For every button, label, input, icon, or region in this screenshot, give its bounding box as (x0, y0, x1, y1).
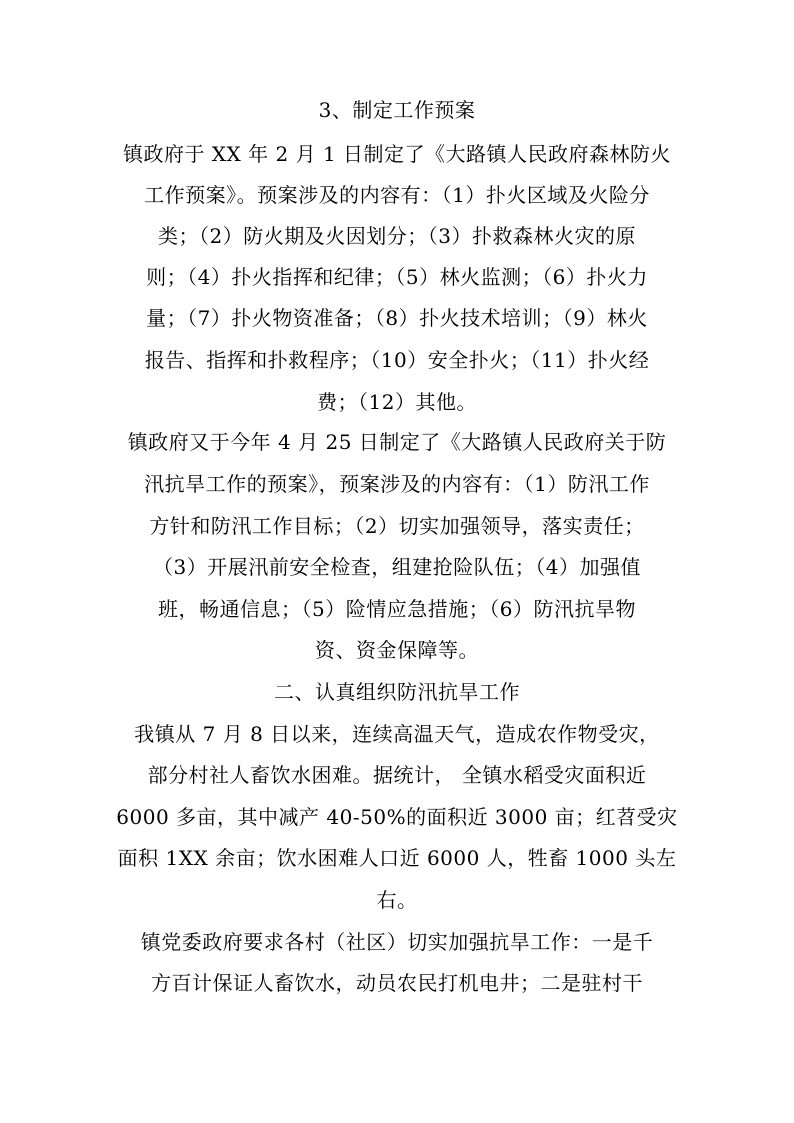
text-line: （3）开展汛前安全检查，组建抢险队伍；（4）加强值 (153, 555, 641, 579)
text-line: 部分村社人畜饮水困难。据统计， 全镇水稻受灾面积近 (147, 763, 647, 787)
text-line: 镇政府于 XX 年 2 月 1 日制定了《大路镇人民政府森林防火 (122, 142, 672, 166)
text-line: 镇党委政府要求各村（社区）切实加强抗旱工作：一是千 (140, 930, 654, 954)
text-line: 报告、指挥和扑救程序；（10）安全扑火；（11）扑火经 (144, 348, 650, 372)
text-line: 镇政府又于今年 4 月 25 日制定了《大路镇人民政府关于防 (127, 430, 667, 454)
text-line: 费；（12）其他。 (317, 390, 477, 414)
text-line: 工作预案》。预案涉及的内容有：（1）扑火区域及火险分 (144, 183, 650, 207)
section-heading-2: 二、认真组织防汛抗旱工作 (274, 680, 520, 704)
text-line: 汛抗旱工作的预案》，预案涉及的内容有：（1）防汛工作 (144, 472, 650, 496)
text-line: 量；（7）扑火物资准备；（8）扑火技术培训；（9）林火 (146, 306, 648, 330)
text-line: 我镇从 7 月 8 日以来，连续高温天气，造成农作物受灾， (134, 722, 660, 746)
text-line: 资、资金保障等。 (315, 638, 479, 662)
text-line: 方百计保证人畜饮水，动员农民打机电井；二是驻村干 (151, 971, 643, 995)
text-line: 6000 多亩，其中减产 40-50%的面积近 3000 亩；红苕受灾 (116, 805, 678, 829)
text-line: 类；（2）防火期及火因划分；（3）扑救森林火灾的原 (158, 224, 636, 248)
text-line: 右。 (376, 888, 418, 912)
text-line: 班，畅通信息；（5）险情应急措施；（6）防汛抗旱物 (158, 597, 636, 621)
text-line: 则；（4）扑火指挥和纪律；（5）林火监测；（6）扑火力 (146, 265, 648, 289)
section-heading-3: 3、制定工作预案 (318, 98, 476, 122)
text-line: 方针和防汛工作目标；（2）切实加强领导，落实责任； (149, 514, 645, 538)
text-line: 面积 1XX 余亩；饮水困难人口近 6000 人，牲畜 1000 头左 (117, 846, 677, 870)
